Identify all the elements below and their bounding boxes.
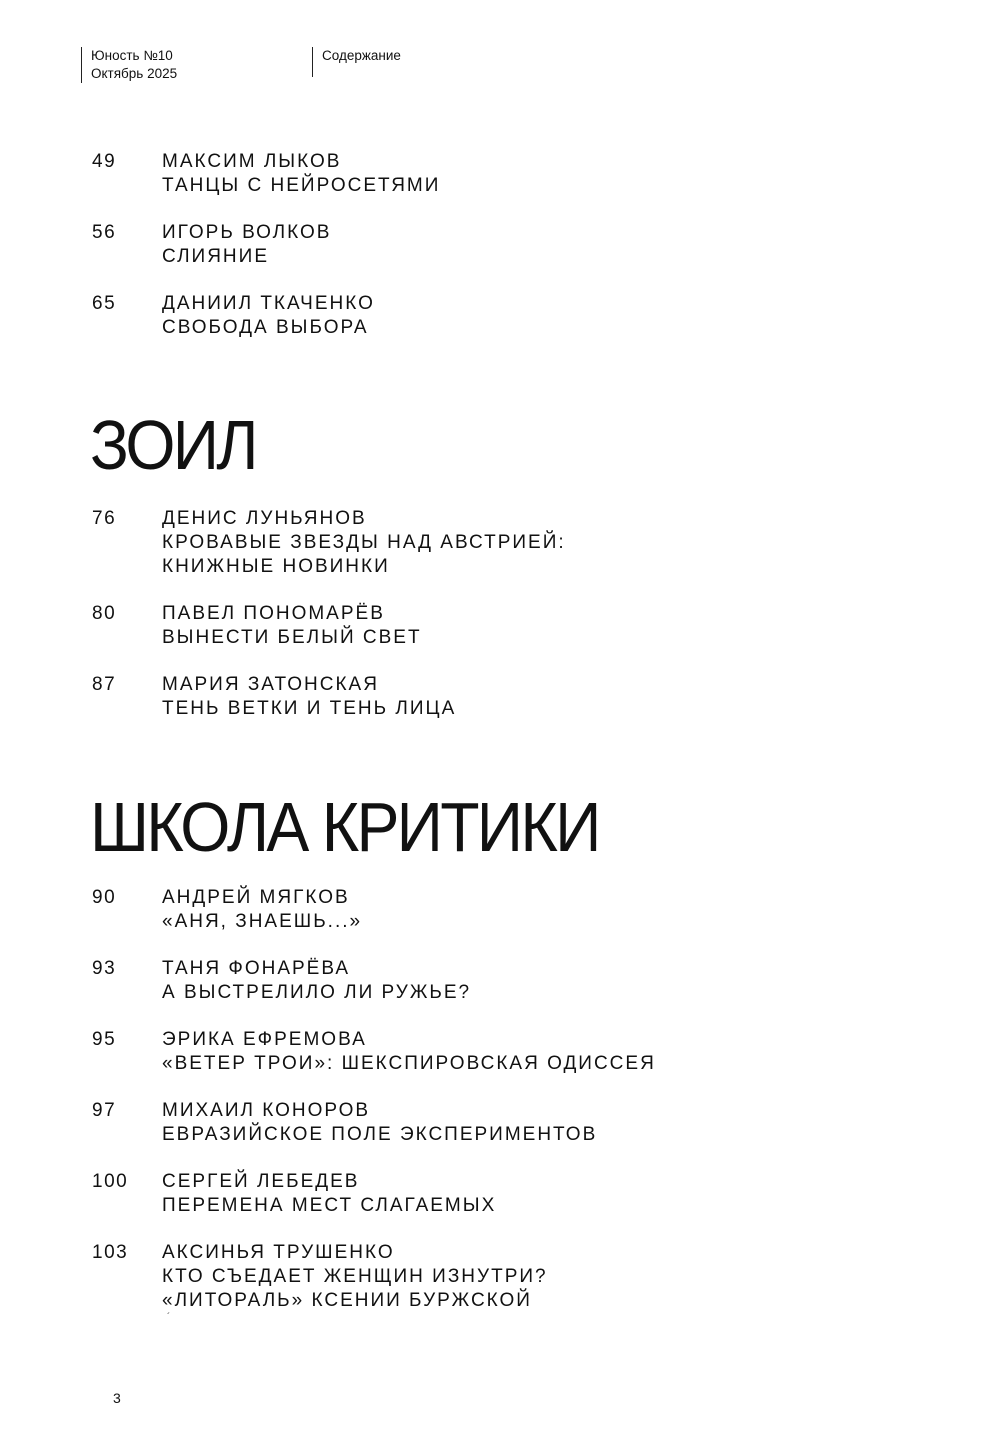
toc-page-number: 103	[92, 1242, 129, 1263]
toc-title: КТО СЪЕДАЕТ ЖЕНЩИН ИЗНУТРИ?	[162, 1266, 548, 1287]
toc-author: МАРИЯ ЗАТОНСКАЯ	[162, 674, 379, 695]
toc-entry[interactable]	[92, 150, 952, 198]
toc-title-continued: КНИЖНЫЕ НОВИНКИ	[162, 556, 390, 577]
page-number: 3	[113, 1390, 121, 1406]
toc-entry[interactable]	[92, 1099, 952, 1147]
toc-title: «ВЕТЕР ТРОИ»: ШЕКСПИРОВСКАЯ ОДИССЕЯ	[162, 1053, 656, 1074]
toc-entry[interactable]	[92, 1028, 952, 1076]
toc-author: МАКСИМ ЛЫКОВ	[162, 151, 342, 172]
section-title-criticism-school: ШКОЛА КРИТИКИ	[90, 788, 599, 866]
toc-page-number: 80	[92, 603, 117, 624]
toc-page-number: 100	[92, 1171, 129, 1192]
toc-title-continued: «ЛИТОРАЛЬ» КСЕНИИ БУРЖСКОЙ	[162, 1290, 532, 1311]
toc-title: ТЕНЬ ВЕТКИ И ТЕНЬ ЛИЦА	[162, 698, 457, 719]
toc-title: ПЕРЕМЕНА МЕСТ СЛАГАЕМЫХ	[162, 1195, 497, 1216]
toc-page-number: 76	[92, 508, 117, 529]
toc-entry[interactable]	[92, 292, 952, 340]
toc-title: А ВЫСТРЕЛИЛО ЛИ РУЖЬЕ?	[162, 982, 472, 1003]
toc-entry[interactable]	[92, 886, 952, 934]
toc-author: ИГОРЬ ВОЛКОВ	[162, 222, 332, 243]
toc-title: КРОВАВЫЕ ЗВЕЗДЫ НАД АВСТРИЕЙ:	[162, 532, 566, 553]
section-label: Содержание	[322, 48, 401, 63]
toc-entry[interactable]	[92, 221, 952, 269]
toc-title: ВЫНЕСТИ БЕЛЫЙ СВЕТ	[162, 627, 422, 648]
toc-author: ДЕНИС ЛУНЬЯНОВ	[162, 508, 367, 529]
toc-page-number: 56	[92, 222, 117, 243]
toc-entry[interactable]	[92, 602, 952, 650]
print-mark: ´	[167, 1312, 171, 1323]
toc-author: МИХАИЛ КОНОРОВ	[162, 1100, 371, 1121]
toc-entry[interactable]	[92, 1241, 952, 1313]
issue-date: Октябрь 2025	[91, 66, 178, 81]
toc-page-number: 93	[92, 958, 117, 979]
toc-entry[interactable]	[92, 507, 952, 579]
toc-page-number: 65	[92, 293, 117, 314]
running-header-section	[312, 47, 401, 77]
toc-page-number: 95	[92, 1029, 117, 1050]
toc-page-number: 49	[92, 151, 117, 172]
toc-author: АНДРЕЙ МЯГКОВ	[162, 887, 350, 908]
issue-label: Юность №10	[91, 48, 173, 63]
toc-author: ЭРИКА ЕФРЕМОВА	[162, 1029, 367, 1050]
running-header-issue	[81, 47, 177, 83]
toc-entry[interactable]	[92, 673, 952, 721]
section-title-zoil: ЗОИЛ	[90, 406, 256, 484]
toc-author: ПАВЕЛ ПОНОМАРЁВ	[162, 603, 385, 624]
toc-title: ЕВРАЗИЙСКОЕ ПОЛЕ ЭКСПЕРИМЕНТОВ	[162, 1124, 598, 1145]
toc-entry[interactable]	[92, 957, 952, 1005]
toc-author: ДАНИИЛ ТКАЧЕНКО	[162, 293, 375, 314]
toc-page-number: 90	[92, 887, 117, 908]
toc-author: АКСИНЬЯ ТРУШЕНКО	[162, 1242, 395, 1263]
toc-author: СЕРГЕЙ ЛЕБЕДЕВ	[162, 1171, 360, 1192]
toc-title: «АНЯ, ЗНАЕШЬ...»	[162, 911, 363, 932]
toc-title: СВОБОДА ВЫБОРА	[162, 317, 369, 338]
toc-page-number: 97	[92, 1100, 117, 1121]
toc-title: СЛИЯНИЕ	[162, 246, 269, 267]
toc-title: ТАНЦЫ С НЕЙРОСЕТЯМИ	[162, 175, 441, 196]
toc-entry[interactable]	[92, 1170, 952, 1218]
toc-author: ТАНЯ ФОНАРЁВА	[162, 958, 351, 979]
toc-group-intro	[92, 150, 952, 340]
toc-page-number: 87	[92, 674, 117, 695]
toc-group-criticism-school	[92, 886, 952, 1313]
toc-group-zoil	[92, 507, 952, 721]
